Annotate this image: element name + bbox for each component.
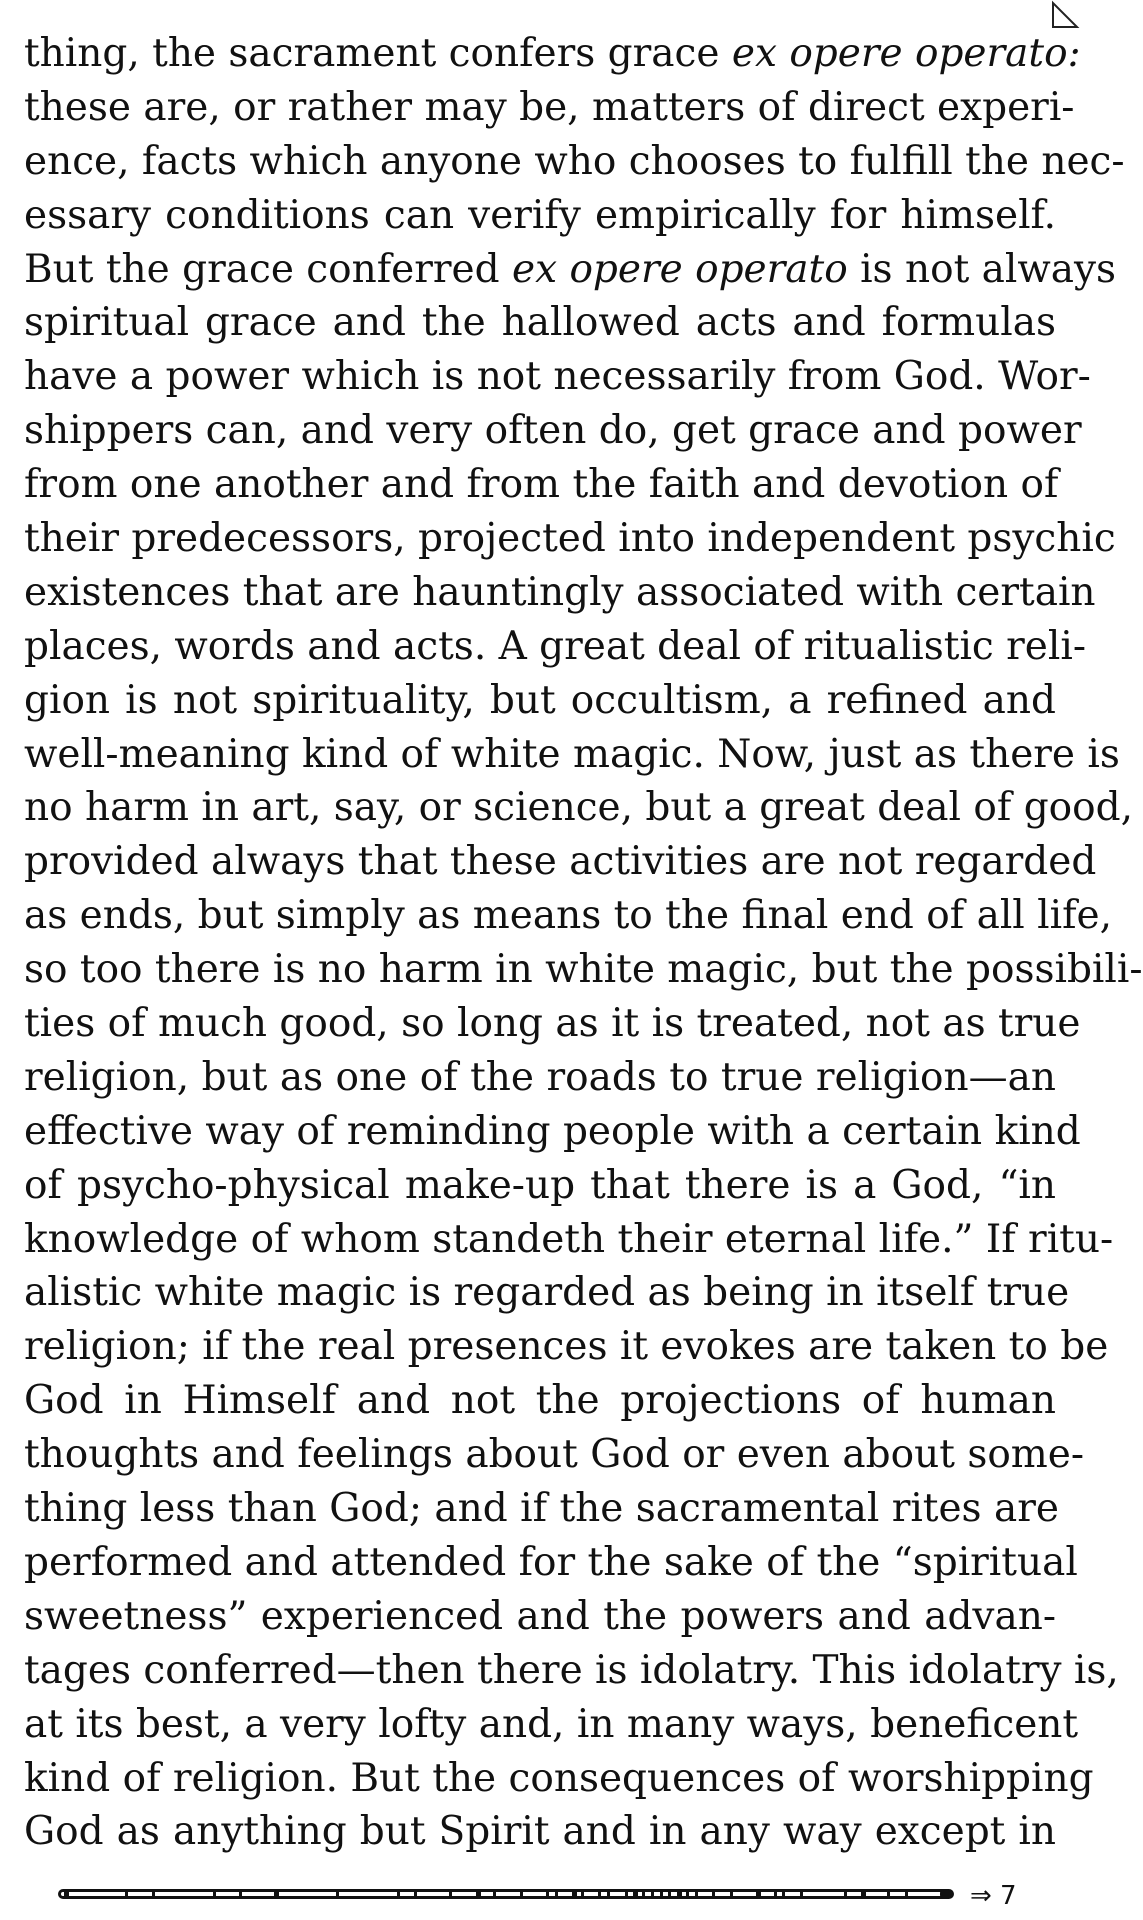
chapter-mark [861, 1891, 866, 1897]
text-line [24, 620, 1087, 674]
text-line [24, 1320, 1109, 1374]
text-line [24, 1482, 1059, 1536]
text-run: so too there is no harm in white magic, but the possibili- [24, 947, 1143, 993]
text-line [24, 566, 1096, 620]
text-line [24, 81, 1075, 135]
italic-text: ex opere operato [511, 246, 848, 292]
text-run: But the grace conferred [24, 246, 512, 292]
chapter-mark [686, 1891, 689, 1897]
chapter-mark [651, 1891, 654, 1897]
chapter-mark [493, 1891, 496, 1897]
text-line [24, 1805, 1056, 1859]
chapter-mark [730, 1891, 733, 1897]
chapter-marks [58, 1889, 954, 1899]
chapter-mark [642, 1891, 645, 1897]
reader-footer [0, 1878, 1080, 1914]
text-run: places, words and acts. A great deal of ritualistic reli- [24, 623, 1087, 669]
text-line [24, 1698, 1079, 1752]
text-run: God in Himself and not the projections of human [24, 1378, 1056, 1424]
text-line [24, 728, 1120, 782]
text-run: at its best, a very lofty and, in many ways, beneficent [24, 1701, 1079, 1747]
text-line [24, 1266, 1070, 1320]
text-line [24, 943, 1143, 997]
text-run: tages conferred—then there is idolatry. This idolatry is, [24, 1647, 1119, 1693]
text-line [24, 243, 1117, 297]
chapter-mark [274, 1891, 279, 1897]
text-line [24, 674, 1056, 728]
chapter-mark [555, 1891, 558, 1897]
chapter-mark [125, 1891, 128, 1897]
chapter-mark [581, 1891, 584, 1897]
chapter-mark [64, 1891, 69, 1897]
text-line [24, 1213, 1114, 1267]
chapter-mark [668, 1891, 671, 1897]
text-run: ties of much good, so long as it is treated, not as true [24, 1001, 1081, 1047]
chapter-mark [152, 1891, 155, 1897]
chapter-mark [677, 1891, 682, 1897]
chapter-mark [449, 1891, 452, 1897]
text-run: ence, facts which anyone who chooses to fulfill the nec- [24, 138, 1125, 184]
text-line [24, 889, 1113, 943]
chapter-mark [397, 1891, 400, 1897]
text-run: performed and attended for the sake of the “spiritual [24, 1539, 1078, 1585]
text-line [24, 1536, 1078, 1590]
text-line [24, 458, 1059, 512]
chapter-mark [414, 1891, 417, 1897]
chapter-mark [572, 1891, 577, 1897]
dog-ear-bookmark-icon[interactable] [1050, 0, 1080, 30]
italic-text: ex opere operato: [731, 31, 1081, 76]
chapter-mark [625, 1891, 628, 1897]
text-run: spiritual grace and the hallowed acts and formulas [24, 300, 1056, 346]
progress-position-marker [940, 1891, 952, 1897]
text-run: knowledge of whom standeth their eternal life.” If ritu- [24, 1216, 1114, 1262]
text-run: alistic white magic is regarded as being in itself true [24, 1270, 1070, 1316]
text-run: essary conditions can verify empirically for himself. [24, 192, 1056, 238]
text-run: thing less than God; and if the sacramental rites are [24, 1486, 1059, 1532]
text-run: thing, the sacrament confers grace [24, 31, 732, 76]
text-run: well-meaning kind of white magic. Now, just as there is [24, 731, 1120, 777]
chapter-mark [756, 1891, 761, 1897]
chapter-mark [774, 1891, 777, 1897]
text-run: kind of religion. But the consequences of worshipping [24, 1755, 1094, 1801]
text-line [24, 512, 1116, 566]
chapter-mark [546, 1891, 549, 1897]
chapter-mark [598, 1891, 601, 1897]
text-line [24, 350, 1091, 404]
text-run: as ends, but simply as means to the final end of all life, [24, 893, 1113, 939]
text-run: thoughts and feelings about God or even about some- [24, 1432, 1085, 1478]
text-line [24, 1105, 1081, 1159]
text-run: existences that are hauntingly associated with certain [24, 569, 1096, 615]
text-line [24, 1590, 1056, 1644]
text-run: God as anything but Spirit and in any way except in [24, 1809, 1056, 1855]
text-run: effective way of reminding people with a certain kind [24, 1108, 1081, 1154]
chapter-mark [695, 1891, 698, 1897]
chapter-mark [336, 1891, 339, 1897]
text-run: religion; if the real presences it evokes are taken to be [24, 1324, 1109, 1370]
text-run: provided always that these activities are not regarded [24, 839, 1097, 885]
text-line [24, 296, 1056, 350]
text-line [24, 1051, 1056, 1105]
text-line [24, 189, 1056, 243]
text-line [24, 1752, 1094, 1806]
text-run: is not always [847, 246, 1117, 292]
chapter-mark [887, 1891, 890, 1897]
text-run: religion, but as one of the roads to true religion—an [24, 1054, 1056, 1100]
text-line [24, 1374, 1056, 1428]
text-run: no harm in art, say, or science, but a great deal of good, [24, 785, 1133, 831]
text-line [24, 1644, 1119, 1698]
chapter-mark [520, 1891, 523, 1897]
chapter-mark [905, 1891, 908, 1897]
chapter-mark [782, 1891, 785, 1897]
page-indicator[interactable]: ⇒ 7 [970, 1881, 1017, 1911]
chapter-mark [476, 1891, 481, 1897]
chapter-mark [213, 1891, 216, 1897]
text-line [24, 997, 1081, 1051]
chapter-mark [660, 1891, 663, 1897]
text-run: of psycho-physical make-up that there is a God, “in [24, 1162, 1056, 1208]
text-run: gion is not spirituality, but occultism, a refined and [24, 677, 1056, 723]
chapter-mark [844, 1891, 847, 1897]
text-run: from one another and from the faith and devotion of [24, 462, 1059, 508]
text-line [24, 1159, 1056, 1213]
text-run: these are, or rather may be, matters of direct experi- [24, 84, 1075, 130]
chapter-mark [607, 1891, 610, 1897]
text-line [24, 27, 1081, 81]
text-run: have a power which is not necessarily from God. Wor- [24, 354, 1091, 400]
text-line [24, 135, 1125, 189]
text-line [24, 404, 1082, 458]
text-line [24, 1428, 1085, 1482]
text-run: their predecessors, projected into independent psychic [24, 516, 1116, 562]
text-run: shippers can, and very often do, get grace and power [24, 408, 1082, 454]
text-line [24, 781, 1133, 835]
chapter-mark [633, 1891, 638, 1897]
chapter-mark [800, 1891, 803, 1897]
text-run: sweetness” experienced and the powers and advan- [24, 1593, 1056, 1639]
chapter-mark [239, 1891, 242, 1897]
reader-page[interactable] [24, 27, 1143, 1857]
chapter-mark [712, 1891, 715, 1897]
text-line [24, 835, 1097, 889]
